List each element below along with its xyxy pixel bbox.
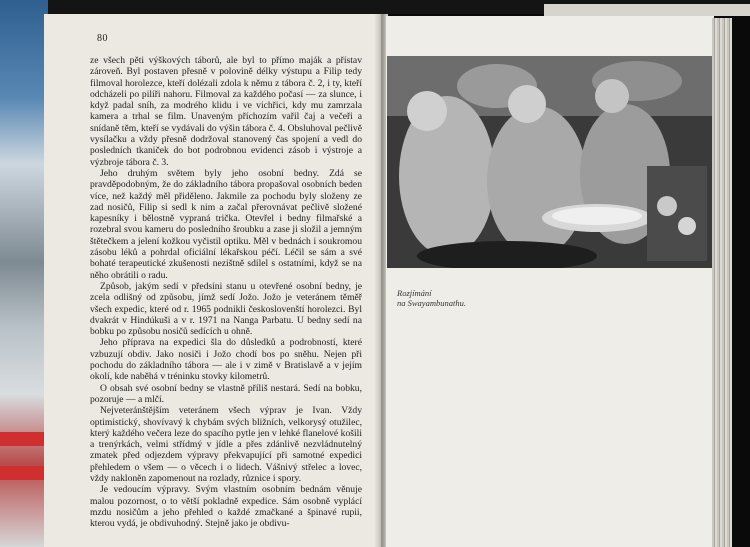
paragraph: Je vedoucím výpravy. Svým vlastním osobním bednám věnuje malou pozornost, o to větší pokladně expedice. Sám osobně vyplácí mzdu nosičům a jeho přehled o každé zmačkané a špinavé rupii, kterou vydá, je obdivuhodný. Stejně jako je obdivu-: [90, 484, 362, 530]
caption-line: Rozjímání: [397, 288, 432, 298]
photo-monks-icon: [387, 56, 712, 268]
body-text: [90, 55, 362, 529]
paragraph: O obsah své osobní bedny se vlastně příliš nestará. Sedí na bobku, pozoruje — a mlčí.: [90, 382, 362, 405]
paragraph: ze všech pěti výškových táborů, ale byl to přímo maják a přístav zároveň. Byl postaven přesně v polovině délky výstupu a Filip tedy filmoval horolezce, kteří dolézali zdola k němu z tábora č. 2, i ty, kteří odcházeli po pilíři nahoru. Filmoval za každého počasí — za slunce, i když padal sníh, za modrého klidu i ve vichřici, kdy mu zamrzala kamera a trhal se film. Unaveným příchozím vařil čaj a večeři a snídaně těm, kteří se vydávali do výšin tábora č. 4. Obsluhoval pečlivě vysílačku a vždy přesně dodržoval stanovený čas spojení a vedl do posledních tkaniček do bot podrobnou evidenci zásob i výstroje a výzbroje tábora č. 3.: [90, 55, 362, 168]
background-strip-left: [0, 0, 48, 547]
paragraph: Jeho druhým světem byly jeho osobní bedny. Zdá se pravděpodobným, že do základního tábora propašoval osobních beden více, než každý měl přiděleno. Jakmile za pochodu byly složeny ze zad nosičů, Filip si sedl k nim a začal přerovnávat pečlivě složené kapesníky i bělostně vypraná trička. Otevřel i bedny filmařské a rozebral svou kameru do posledního šroubku a zase ji složil a jemným štětečkem a jelení kožkou vyčistil optiku. Měl v bednách i soukromou zásobu léků a pohrdal oficiální lékařskou péčí. Léčil se sám a své bohaté terapeutické zkušenosti nezištně sdílel s ostatními, když se na něho obrátili o radu.: [90, 167, 362, 281]
paragraph: Jeho příprava na expedici šla do důsledků a podrobností, které vzbuzují obdiv. Jako nosiči i Jožo chodí bos po sněhu. Nejen při pochodu do základního tábora — ale i v zimě v Bratislavě a v jejím okolí, kde naběhá v tréninku stovky kilometrů.: [90, 337, 362, 383]
background-page-edge: [544, 4, 750, 16]
page-stack-edge: [712, 18, 732, 547]
photo-caption: [397, 288, 557, 308]
paragraph: Způsob, jakým sedí v předsíni stanu u otevřené osobní bedny, je zcela odlišný od způsobu, jímž sedí Jožo. Jožo je veteránem těměř všech expedic, které od r. 1965 podnikli českoslovenští horolezci. Byl dvakrát v Hindúkuši a v r. 1971 na Nanga Parbatu. U bedny sedí na bobku po způsobu nosičů sedících u ohně.: [90, 280, 362, 338]
photo: [387, 56, 712, 268]
page-number: 80: [97, 33, 108, 44]
paragraph: Nejveteránštějším veteránem všech výprav je Ivan. Vždy optimistický, shovívavý k chybám svých bližních, velkorysý otužilec, který každého večera leze do spacího pytle jen v lehké flanelové košili a trenýrkách, velmi střídmý v jídle a přes zdánlivě nezvládnutelný zmatek před odjezdem výpravy překvapující při samotné expedici přehledem o všem — o věcech i o lidech. Vášnivý střelec a lovec, vždy nakloněn zapomenout na rozlady, různice i spory.: [90, 405, 362, 484]
caption-line: na Swayambunathu.: [397, 298, 466, 308]
